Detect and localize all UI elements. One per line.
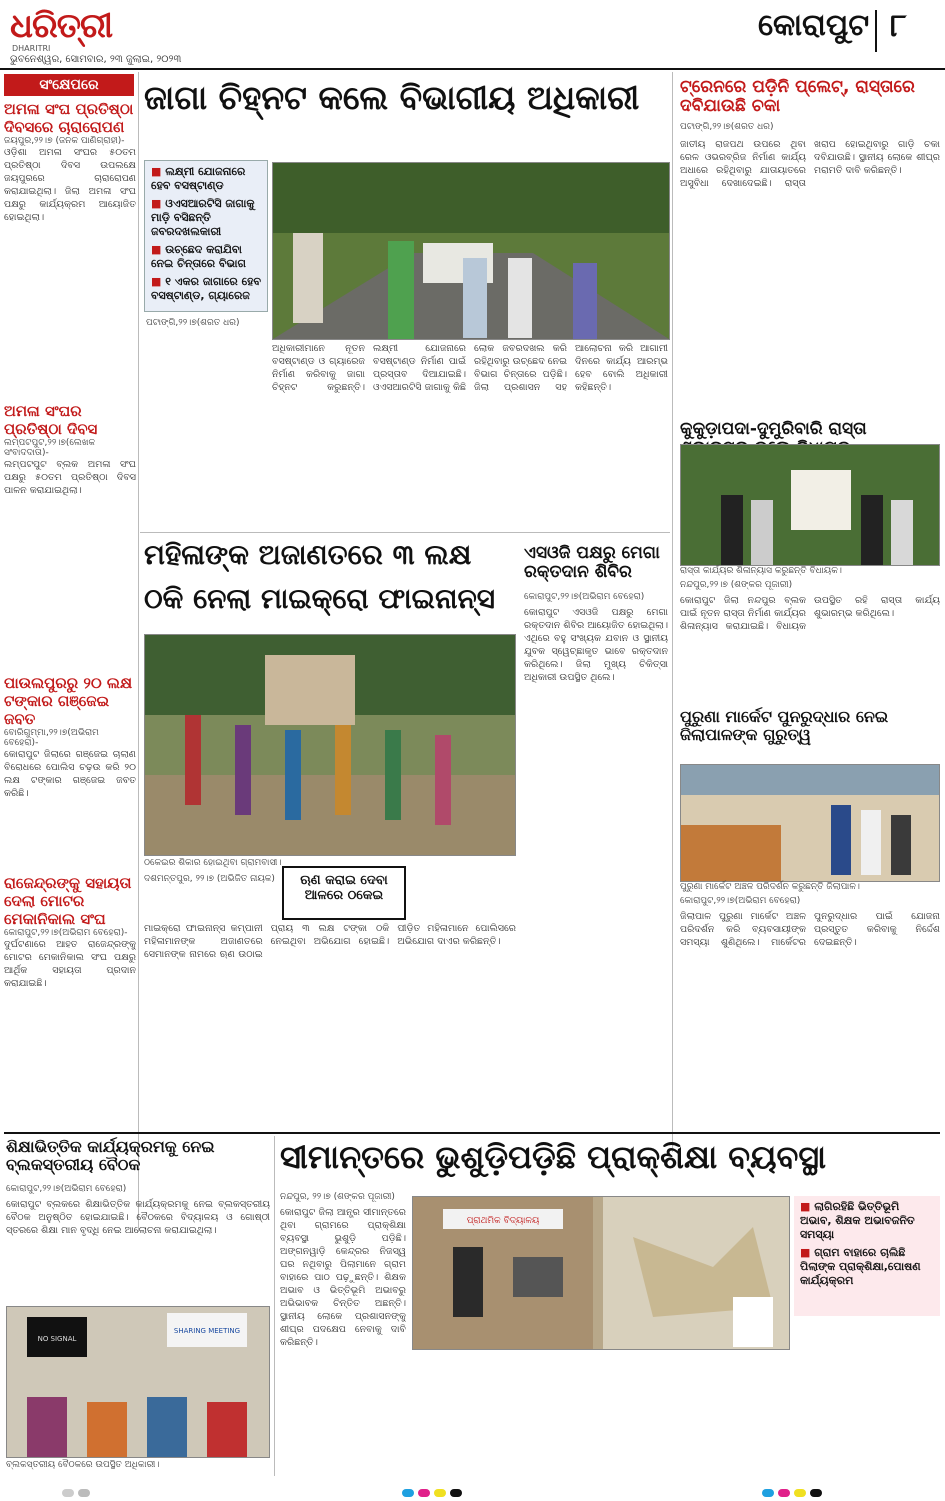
preschool-photo [412, 1196, 790, 1350]
brief-dateline: ଲମ୍ପଟପୁଟ,୨୨।୭(ଲେଖକ ସଂବାଦଦାତା)- [4, 438, 96, 458]
brief-text: ଲମ୍ପଟପୁଟ ବ୍ଲକ ଅମଳା ସଂଘ ପକ୍ଷରୁ ୫୦ତମ ପ୍ରତିଷ୍ଠା ଦିବସ ପାଳନ କରାଯାଇଥିଲା। [4, 459, 136, 496]
lead-bullet: ■ ୧ ଏକର ଜାଗାରେ ହେବ ବସଷ୍ଟାଣ୍ଡ, ଗ୍ୟାରେଜ [151, 275, 261, 303]
microfinance-subhead-box [282, 866, 406, 920]
train-dateline: ପଟାଙ୍ଗି,୨୨।୭(ଶରତ ଧର) [680, 122, 774, 132]
microfinance-subhead: ଋଣ କରାଇ ଦେବା ଆଳରେ ଠକେଇ [300, 873, 388, 903]
lead-bullet: ■ ଓଏସଆରଟିସି ଜାଗାକୁ ମାଡ଼ି ବସିଛନ୍ତି ଜବରଦଖଲକାରୀ [151, 197, 261, 239]
masthead-divider [875, 10, 877, 52]
newspaper-logo: ଧରିତ୍ରୀ [10, 6, 113, 46]
road-photo [680, 444, 940, 566]
microfinance-photo-image [145, 635, 515, 855]
education-dateline: କୋରାପୁଟ,୨୨।୭(ଅଭିରାମ ବେହେରା) [6, 1184, 127, 1194]
brief-item [4, 100, 136, 396]
masthead-rule [0, 68, 945, 70]
education-text: କୋରାପୁଟ ବ୍ଲକରେ ଶିକ୍ଷାଭିତ୍ତିକ କାର୍ଯ୍ୟକ୍ରମକୁ ନେଇ ବ୍ଲକସ୍ତରୀୟ ବୈଠକ ଅନୁଷ୍ଠିତ ହୋଇଯାଇଛି। ବୈଠକରେ ବିଦ୍ୟାଳୟ ଓ ଗୋଷ୍ଠୀ ସ୍ତରରେ ଶିକ୍ଷା ମାନ ବୃଦ୍ଧି ନେଇ ଆଲୋଚନା କରାଯାଇଥିଲା। [6, 1199, 270, 1236]
brief-dateline: ଜୟପୁର,୨୨।୭ (ଜନକ ପାଣିଗ୍ରାହୀ)- [4, 136, 125, 146]
lead-bullets [144, 160, 268, 312]
brief-headline: ପାଉଲପୁରରୁ ୨୦ ଲକ୍ଷ ଟଙ୍କାର ଗଞ୍ଜେଇ ଜବତ [4, 674, 133, 728]
road-dateline: ନନ୍ଦପୁର,୨୨।୭ (ଶଙ୍କର ପୂଜାରୀ) [680, 580, 793, 590]
market-photo-image [681, 765, 939, 881]
lead-photo-image [273, 163, 669, 339]
print-registration-marks [0, 1480, 945, 1494]
lead-bullet: ■ ଲକ୍ଷ୍ମୀ ଯୋଜନାରେ ହେବ ବସଷ୍ଟାଣ୍ଡ [151, 165, 261, 193]
microfinance-photo [144, 634, 516, 856]
preschool-bullets [794, 1196, 940, 1316]
market-caption: ପୁରୁଣା ମାର୍କେଟ ଅଞ୍ଚଳ ପରିଦର୍ଶନ କରୁଛନ୍ତି ଜିଲାପାଳ। [680, 882, 860, 892]
tv-screen-text: NO SIGNAL [37, 1335, 77, 1343]
train-headline: ଟ୍ରେନରେ ପଡ଼ିନି ପ୍ଲେଟ୍, ରାସ୍ତାରେ ଦବିଯାଉଛି ଚକା [680, 77, 915, 116]
market-text: ଜିଲାପାଳ ପୁରୁଣା ମାର୍କେଟ ଅଞ୍ଚଳ ପରିଦର୍ଶନ କରି ବ୍ୟବସାୟୀଙ୍କ ସମସ୍ୟା ଶୁଣିଥିଲେ। ମାର୍କେଟର ପୁନରୁଦ୍ଧାର ପାଇଁ ଯୋଜନା ପ୍ରସ୍ତୁତ କରିବାକୁ ନିର୍ଦ୍ଦେଶ ଦେଇଛନ୍ତି। [680, 911, 940, 948]
registration-mark-group [760, 1482, 824, 1501]
lead-dateline: ପଟାଙ୍ଗି,୨୨।୭(ଶରତ ଧର) [146, 318, 240, 328]
registration-mark-group [400, 1482, 464, 1501]
logo-subtitle: DHARITRI [12, 44, 51, 53]
lead-headline: ଜାଗା ଚିହ୍ନଟ କଲେ ବିଭାଗୀୟ ଅଧିକାରୀ [144, 78, 640, 117]
preschool-dateline: ନନ୍ଦପୁର, ୨୨।୭ (ଶଙ୍କର ପୂଜାରୀ) [280, 1192, 395, 1202]
school-sign-text: ପ୍ରାଥମିକ ବିଦ୍ୟାଳୟ [466, 1216, 540, 1226]
brief-headline: ଅମଳା ସଂଘର ପ୍ରତିଷ୍ଠା ଦିବସ [4, 402, 98, 438]
market-dateline: କୋରାପୁଟ,୨୨।୭(ଅଭିରାମ ବେହେରା) [680, 896, 801, 906]
blood-text: କୋରାପୁଟ ଏସଓଜି ପକ୍ଷରୁ ମେଗା ରକ୍ତଦାନ ଶିବିର ଆୟୋଜିତ ହୋଇଥିଲା। ଏଥିରେ ବହୁ ସଂଖ୍ୟକ ଯବାନ ଓ ସ୍ଥାନୀୟ ଯୁବକ ସ୍ୱେଚ୍ଛାକୃତ ଭାବେ ରକ୍ତଦାନ କରିଥିଲେ। ଜିଲା ମୁଖ୍ୟ ଚିକିତ୍ସା ଅଧିକାରୀ ଉପସ୍ଥିତ ଥିଲେ। [524, 607, 668, 683]
blood-headline: ଏସଓଜି ପକ୍ଷରୁ ମେଗା ରକ୍ତଦାନ ଶିବିର [524, 543, 660, 582]
preschool-text-continued [412, 1352, 940, 1470]
brief-text: କୋରାପୁଟ ଜିଲାରେ ଗଞ୍ଜେଇ ଚାଲାଣ ବିରୋଧରେ ପୋଲିସ ଚଢ଼ଉ କରି ୨୦ ଲକ୍ଷ ଟଙ୍କାର ଗଞ୍ଜେଇ ଜବତ କରିଛି। [4, 749, 136, 799]
microfinance-headline-2: ଠକି ନେଲା ମାଇକ୍ରୋ ଫାଇନାନ୍ସ [144, 582, 496, 615]
road-text: କୋରାପୁଟ ଜିଲା ନନ୍ଦପୁର ବ୍ଲକ ପାଇଁ ନୂତନ ରାସ୍ତା ନିର୍ମାଣ କାର୍ଯ୍ୟର ଶିଳାନ୍ୟାସ କରାଯାଇଛି। ବିଧାୟକ ଉପସ୍ଥିତ ରହି ରାସ୍ତା କାର୍ଯ୍ୟ ଶୁଭାରମ୍ଭ କରିଥିଲେ। [680, 595, 940, 632]
education-photo-image [7, 1307, 269, 1457]
column-rule [672, 72, 673, 1152]
edition-dateline: ଭୁବନେଶ୍ୱର, ସୋମବାର, ୨୩ ଜୁଲାଇ, ୨୦୨୩ [10, 54, 182, 65]
column-rule [138, 72, 139, 1232]
briefs-label: ସଂକ୍ଷେପରେ [4, 74, 134, 96]
microfinance-text: ମାଇକ୍ରୋ ଫାଇନାନ୍ସ କମ୍ପାନୀ ମହିଳାମାନଙ୍କ ଅଜାଣତରେ ସେମାନଙ୍କ ନାମରେ ଋଣ ଉଠାଇ ପ୍ରାୟ ୩ ଲକ୍ଷ ଟଙ୍କା ଠକି ନେଇଥିବା ଅଭିଯୋଗ ହୋଇଛି। ପୀଡ଼ିତ ମହିଳାମାନେ ପୋଲିସରେ ଅଭିଯୋଗ ଦାଏର କରିଛନ୍ତି। [144, 923, 516, 960]
road-caption: ରାସ୍ତା କାର୍ଯ୍ୟର ଶିଳାନ୍ୟାସ କରୁଛନ୍ତି ବିଧାୟକ। [680, 566, 842, 576]
education-photo [6, 1306, 270, 1458]
preschool-bullet: ■ ଗ୍ରାମ ବାହାରେ ଚାଲିଛି ପିଲାଙ୍କ ପ୍ରାକ୍‌ଶିକ୍ଷା,ପୋଷଣ କାର୍ଯ୍ୟକ୍ରମ [800, 1246, 934, 1288]
preschool-bullet: ■ ଲାଗିରହିଛି ଭିତ୍ତିଭୂମି ଅଭାବ, ଶିକ୍ଷକ ଅଭାବଜନିତ ସମସ୍ୟା [800, 1200, 934, 1242]
brief-headline: ରାଜେନ୍ଦ୍ରଙ୍କୁ ସହାୟତା ଦେଲା ମୋଟର ମେକାନିକାଲ ସଂଘ [4, 874, 132, 928]
section-title: କୋରାପୁଟ [758, 8, 870, 43]
microfinance-headline-1: ମହିଳାଙ୍କ ଅଜାଣତରେ ୩ ଲକ୍ଷ [144, 538, 472, 571]
lead-photo [272, 162, 670, 340]
slide-title: SHARING MEETING [173, 1327, 241, 1335]
brief-item [4, 402, 136, 668]
road-headline: କୁକୁଡ଼ାପଦା-ଦୁମୁରିବାରି ରାସ୍ତା [680, 419, 867, 439]
column-rule [274, 1136, 275, 1476]
preschool-headline: ସୀମାନ୍ତରେ ଭୁଶୁଡ଼ିପଡ଼ିଛି ପ୍ରାକ୍‌ଶିକ୍ଷା ବ୍ୟବସ୍ଥା [280, 1138, 826, 1176]
preschool-photo-image [413, 1197, 789, 1349]
road-photo-image [681, 445, 939, 565]
market-headline: ପୁରୁଣା ମାର୍କେଟ ପୁନରୁଦ୍ଧାର ନେଇ ଜିଲାପାଳଙ୍କ ଗୁରୁତ୍ୱ [680, 707, 889, 744]
page-number: ୮ [890, 6, 907, 44]
microfinance-caption: ଠକେଇର ଶିକାର ହୋଇଥିବା ଗ୍ରାମବାସୀ। [144, 858, 282, 868]
brief-text: ଦୁର୍ଘଟଣାରେ ଆହତ ରାଜେନ୍ଦ୍ରଙ୍କୁ ମୋଟର ମେକାନିକାଲ ସଂଘ ପକ୍ଷରୁ ଆର୍ଥିକ ସହାୟତା ପ୍ରଦାନ କରାଯାଇଛି। [4, 939, 136, 989]
brief-headline: ଅମଳା ସଂଘ ପ୍ରତିଷ୍ଠା ଦିବସରେ ଚାରାରୋପଣ [4, 100, 134, 136]
market-photo [680, 764, 940, 882]
registration-mark-group [60, 1482, 92, 1501]
section-rule [4, 1132, 940, 1134]
brief-item [4, 874, 136, 1168]
section-rule [140, 532, 670, 533]
lead-bullet: ■ ଉଚ୍ଛେଦ କରାଯିବା ନେଇ ଚିନ୍ତାରେ ବିଭାଗ [151, 243, 261, 271]
briefs-column [4, 100, 136, 1230]
microfinance-dateline: ଦଶମନ୍ତପୁର, ୨୨।୭ (ଅଭିଜିତ ନାୟକ) [144, 874, 275, 884]
brief-dateline: କୋରାପୁଟ,୨୨।୭(ଅଭିରାମ ବେହେରା)- [4, 928, 128, 938]
education-headline: ଶିକ୍ଷାଭିତ୍ତିକ କାର୍ଯ୍ୟକ୍ରମକୁ ନେଇ ବ୍ଲକସ୍ତରୀୟ ବୈଠକ [6, 1137, 215, 1174]
brief-dateline: ବୋରିଗୁମ୍ମା,୨୨।୭(ଅଭିରାମ ବେହେରା)- [4, 728, 99, 748]
brief-text: ଓଡ଼ିଶା ଅମଳା ସଂଘର ୫୦ତମ ପ୍ରତିଷ୍ଠା ଦିବସ ଉପଲକ୍ଷେ ଜୟପୁରରେ ଚାରାରୋପଣ କରାଯାଇଥିଲା। ଜିଲା ଅମଳା ସଂଘ ପକ୍ଷରୁ କାର୍ଯ୍ୟକ୍ରମ ଆୟୋଜିତ ହୋଇଥିଲା। [4, 147, 136, 223]
brief-item [4, 674, 136, 868]
blood-dateline: କୋରାପୁଟ,୨୨।୭(ଅଭିରାମ ବେହେରା) [524, 592, 645, 602]
preschool-text: କୋରାପୁଟ ଜିଲା ଆନ୍ଧ୍ର ସୀମାନ୍ତରେ ଥିବା ଗ୍ରାମରେ ପ୍ରାକ୍‌ଶିକ୍ଷା ବ୍ୟବସ୍ଥା ଭୁଶୁଡ଼ି ପଡ଼ିଛି। ଅଙ୍ଗନୱାଡ଼ି କେନ୍ଦ୍ରର ନିଜସ୍ୱ ଘର ନଥିବାରୁ ପିଲାମାନେ ଗ୍ରାମ ବାହାରେ ପାଠ ପଢ଼ୁଛନ୍ତି। ଶିକ୍ଷକ ଅଭାବ ଓ ଭିତ୍ତିଭୂମି ଅଭାବରୁ ଅଭିଭାବକ ଚିନ୍ତିତ ଅଛନ୍ତି। ସ୍ଥାନୀୟ ଲୋକେ ପ୍ରଶାସନଙ୍କୁ ଶୀଘ୍ର ପଦକ୍ଷେପ ନେବାକୁ ଦାବି କରିଛନ୍ତି। [280, 1207, 406, 1348]
education-caption: ବ୍ଲକସ୍ତରୀୟ ବୈଠକରେ ଉପସ୍ଥିତ ଅଧିକାରୀ। [6, 1460, 160, 1470]
lead-text: ଅଧିକାରୀମାନେ ନୂତନ ବସଷ୍ଟାଣ୍ଡ ଓ ଗ୍ୟାରେଜ ନିର୍ମାଣ କରିବାକୁ ଜାଗା ଚିହ୍ନଟ କରୁଛନ୍ତି। ଲକ୍ଷ୍ମୀ ଯୋଜନାରେ ବସଷ୍ଟାଣ୍ଡ ନିର୍ମାଣ ପାଇଁ ପ୍ରସ୍ତାବ ଦିଆଯାଇଛି। ଓଏସଆରଟିସି ଜାଗାକୁ କିଛି ଲୋକ ଜବରଦଖଲ କରି ରହିଥିବାରୁ ଉଚ୍ଛେଦ ନେଇ ବିଭାଗ ଚିନ୍ତାରେ ପଡ଼ିଛି। ଜିଲା ପ୍ରଶାସନ ସହ ଆଲୋଚନା କରି ଆଗାମୀ ଦିନରେ କାର୍ଯ୍ୟ ଆରମ୍ଭ ହେବ ବୋଲି ଅଧିକାରୀ କହିଛନ୍ତି। [272, 343, 668, 393]
train-text: ଜାତୀୟ ରାଜପଥ ଉପରେ ଥିବା ରେଳ ଓଭରବ୍ରିଜ ନିର୍ମାଣ କାର୍ଯ୍ୟ ଅଧାରେ ରହିଥିବାରୁ ଯାତାୟାତରେ ଅସୁବିଧା ଦେଖାଦେଇଛି। ରାସ୍ତା ଖରାପ ହୋଇଥିବାରୁ ଗାଡ଼ି ଚକା ଦବିଯାଉଛି। ସ୍ଥାନୀୟ ଲୋକେ ଶୀଘ୍ର ମରାମତି ଦାବି କରିଛନ୍ତି। [680, 139, 940, 189]
